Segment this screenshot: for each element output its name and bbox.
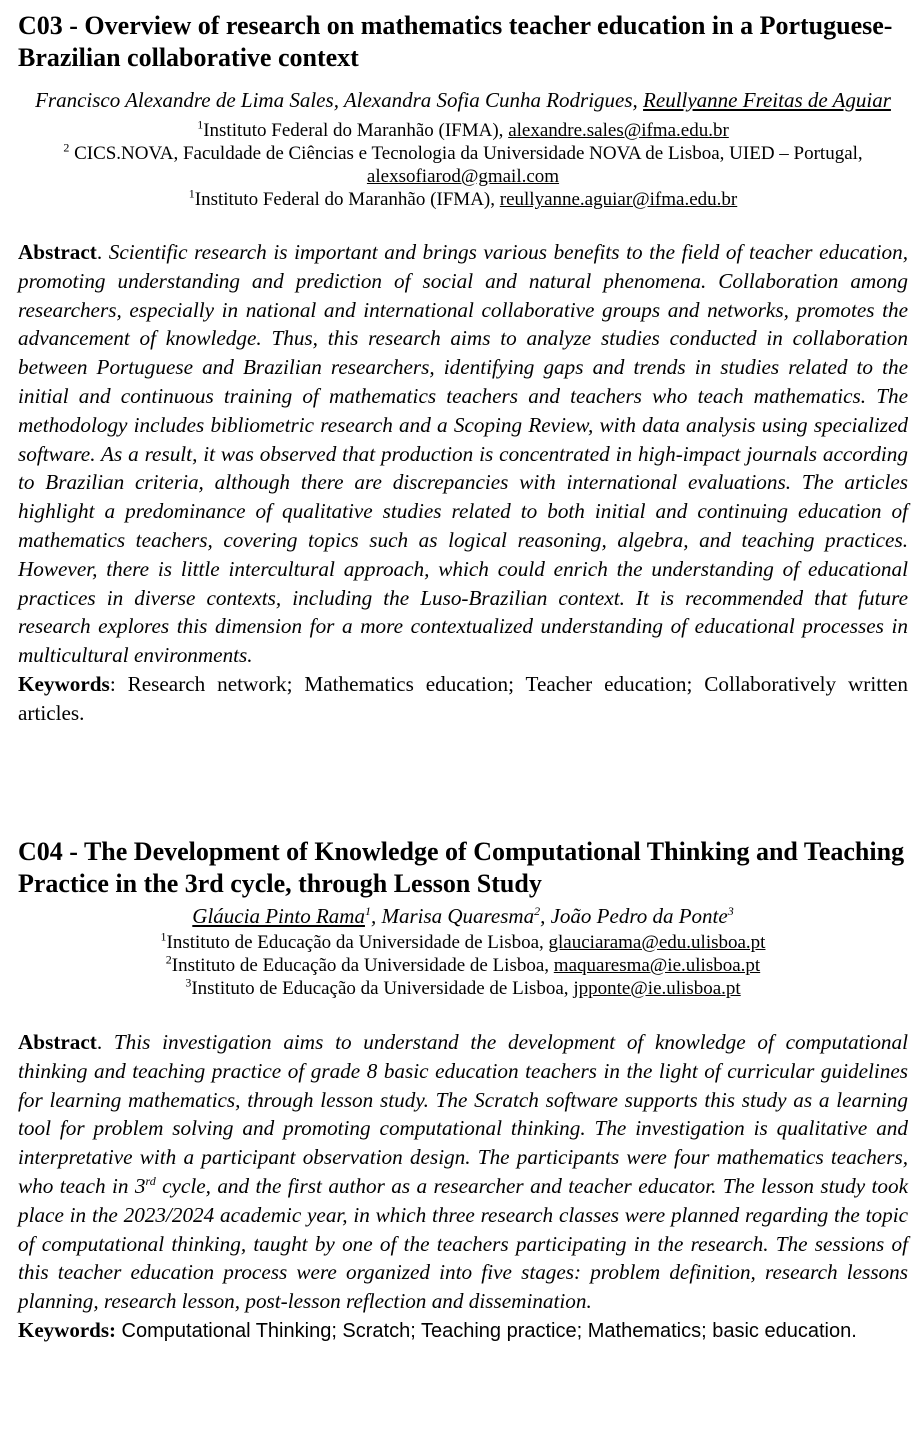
c03-affiliation-3: $^1$Instituto Federal do Maranhão (IFMA), reullyanne.aguiar@ifma.edu.br — [188, 186, 738, 210]
c04-abstract: Abstract. This investigation aims to understand the development of knowledge of computational thinking and teaching practice of grade 8 basic education teachers in the light of curricular guidelines for learning mathematics, through lesson study. The Scratch software supports this study as a learning tool for problem solving and promoting computational thinking. The investigation is qualitative and interpretative with a participant observation design. The participants were four mathematics teachers, who teach in 3rd cycle, and the first author as a researcher and teacher educator. The lesson study took place in the 2023/2024 academic year, in which three research classes were planned regarding the topic of computational thinking, taught by one of the teachers participating in the research. The sessions of this teacher education process were organized into five stages: problem definition, research lessons planning, research lesson, post-lesson reflection and dissemination. — [18, 1030, 909, 1314]
c03-keywords — [18, 670, 908, 728]
c03-abstract-label: Abstract — [18, 240, 97, 264]
c03-keywords-text: : Research network; Mathematics education; Teacher education; Collaboratively written articles. — [18, 671, 908, 725]
c03-keywords-label: Keywords — [18, 671, 110, 696]
c04-abstract-text-a: This investigation aims to understand the development of knowledge of computational thinking and teaching practice of grade 8 basic education teachers in the light of curricular guidelines for learning mathematics, through lesson study. The Scratch software supports this study as a learning tool for problem solving and promoting computational thinking. The investigation is qualitative and interpretative with a participant observation design. The participants were four mathematics teachers, who teach in 3 — [18, 1030, 909, 1198]
c04-title: C04 - The Development of Knowledge of Computational Thinking and Teaching Practice in the 3rd cycle, through Lesson Study — [18, 837, 905, 898]
c04-author-2: , Marisa Quaresma — [370, 904, 535, 928]
c04-email-3[interactable]: jpponte@ie.ulisboa.pt — [573, 978, 741, 999]
c04-author-3: , João Pedro da Ponte — [540, 904, 728, 928]
c04-email-1[interactable]: glauciarama@edu.ulisboa.pt — [548, 932, 766, 953]
c03-affiliation-1: $^1$Instituto Federal do Maranhão (IFMA), alexandre.sales@ifma.edu.br — [197, 117, 729, 141]
c04-authors: Gláucia Pinto Rama$^1$, Marisa Quaresma$^2$, João Pedro da Ponte$^3$ — [192, 904, 734, 928]
c03-abstract-text: Scientific research is important and brings various benefits to the field of teacher education, promoting understanding and prediction of social and natural phenomena. Collaboration among researchers, especially in national and international collaborative groups and networks, promotes the advancement of knowledge. Thus, this research aims to analyze studies conducted in collaboration between Portuguese and Brazilian researchers, identifying gaps and trends in studies related to the initial and continuous training of mathematics teachers and teachers who teach mathematics. The methodology includes bibliometric research and a Scoping Review, with data analysis using specialized software. As a result, it was observed that production is concentrated in high-impact journals according to Brazilian criteria, although there are discrepancies with international evaluations. The articles highlight a predominance of qualitative studies related to both initial and continuing education of mathematics teachers, covering topics such as logical reasoning, algebra, and teaching practices. However, there is little intercultural approach, which could enrich the understanding of educational practices in diverse contexts, including the Luso-Brazilian context. It is recommended that future research explores this dimension for a more contextualized understanding of educational processes in multicultural environments. — [18, 240, 908, 668]
c03-author-3: Reullyanne Freitas de Aguiar — [643, 88, 891, 112]
section-c03 — [18, 10, 908, 728]
c03-author-2: Alexandra Sofia Cunha Rodrigues — [343, 88, 633, 112]
c03-abstract: Abstract. Scientific research is important and brings various benefits to the field of teacher education, promoting understanding and prediction of social and natural phenomena. Collaboration among researchers, especially in national and international collaborative groups and networks, promotes the advancement of knowledge. Thus, this research aims to analyze studies conducted in collaboration between Portuguese and Brazilian researchers, identifying gaps and trends in studies related to the initial and continuous training of mathematics teachers and teachers who teach mathematics. The methodology includes bibliometric research and a Scoping Review, with data analysis using specialized software. As a result, it was observed that production is concentrated in high-impact journals according to Brazilian criteria, although there are discrepancies with international evaluations. The articles highlight a predominance of qualitative studies related to both initial and continuing education of mathematics teachers, covering topics such as logical reasoning, algebra, and teaching practices. However, there is little intercultural approach, which could enrich the understanding of educational practices in diverse contexts, including the Luso-Brazilian context. It is recommended that future research explores this dimension for a more contextualized understanding of educational processes in multicultural environments. — [18, 240, 908, 668]
c03-title: C03 - Overview of research on mathematics teacher education in a Portuguese-Brazilian collaborative context — [18, 11, 893, 72]
c03-affiliation-2: $^2$ CICS.NOVA, Faculdade de Ciências e Tecnologia da Universidade NOVA de Lisboa, UIED – Portugal, alexsofiarod@gmail.com — [63, 140, 863, 187]
c04-keywords-text: Computational Thinking; Scratch; Teaching practice; Mathematics; basic education. — [116, 1319, 857, 1342]
c03-email-2[interactable]: alexsofiarod@gmail.com — [366, 166, 560, 187]
c03-authors: Francisco Alexandre de Lima Sales, Alexandra Sofia Cunha Rodrigues, Reullyanne Freitas de Aguiar — [35, 88, 891, 112]
c04-abstract-text-b: cycle, and the first author as a researcher and teacher educator. The lesson study took place in the 2023/2024 academic year, in which three research classes were planned regarding the topic of computational thinking, taught by one of the teachers participating in the research. The sessions of this teacher education process were organized into five stages: problem definition, research lessons planning, research lesson, post-lesson reflection and dissemination. — [18, 1173, 909, 1314]
c04-affiliation-1: $^1$Instituto de Educação da Universidade de Lisboa, glauciarama@edu.ulisboa.pt — [160, 929, 766, 953]
c04-abstract-label: Abstract — [18, 1030, 97, 1054]
c03-email-3[interactable]: reullyanne.aguiar@ifma.edu.br — [499, 189, 738, 210]
c04-author-1: Gláucia Pinto Rama — [192, 904, 365, 928]
c04-keywords — [18, 1316, 908, 1345]
c04-keywords-label: Keywords: — [18, 1317, 116, 1342]
section-c04 — [18, 836, 908, 1345]
c04-affiliation-3: $^3$Instituto de Educação da Universidade de Lisboa, jpponte@ie.ulisboa.pt — [185, 975, 741, 999]
c04-affiliation-2: $^2$Instituto de Educação da Universidade de Lisboa, maquaresma@ie.ulisboa.pt — [165, 952, 761, 976]
c04-email-2[interactable]: maquaresma@ie.ulisboa.pt — [553, 955, 761, 976]
c03-author-1: Francisco Alexandre de Lima Sales — [35, 88, 334, 112]
c03-email-1[interactable]: alexandre.sales@ifma.edu.br — [508, 120, 729, 141]
